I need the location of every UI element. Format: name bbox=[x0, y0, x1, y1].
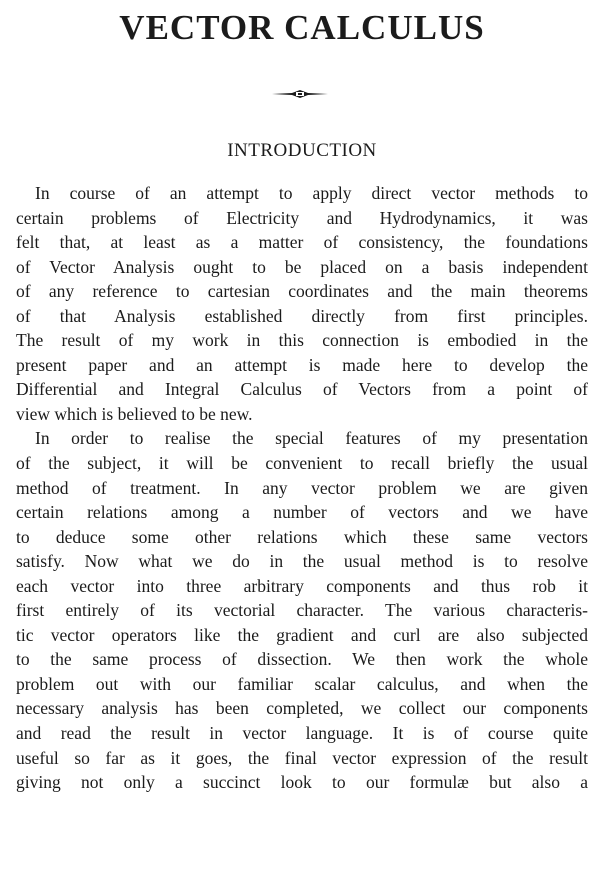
text-line: certain relations among a number of vectors and we have bbox=[16, 502, 588, 523]
text-line: giving not only a succinct look to our formulæ but also a bbox=[16, 772, 588, 793]
text-line: view which is believed to be new. bbox=[16, 403, 253, 424]
text-line: of any reference to cartesian coordinates and the main theorems bbox=[16, 281, 588, 302]
ornament-divider bbox=[270, 88, 330, 100]
text-line: first entirely of its vectorial character. The various characteris- bbox=[16, 600, 588, 621]
text-line: satisfy. Now what we do in the usual method is to resolve bbox=[16, 551, 588, 572]
text-line: necessary analysis has been completed, we collect our components bbox=[16, 698, 588, 719]
text-line: of Vector Analysis ought to be placed on a basis independent bbox=[16, 256, 588, 277]
text-line: of the subject, it will be convenient to recall briefly the usual bbox=[16, 453, 588, 474]
text-line: to deduce some other relations which these same vectors bbox=[16, 526, 588, 547]
text-line: useful so far as it goes, the final vector expression of the result bbox=[16, 747, 588, 768]
text-line: The result of my work in this connection is embodied in the bbox=[16, 330, 588, 351]
text-line: and read the result in vector language. It is of course quite bbox=[16, 723, 588, 744]
paragraph-1 bbox=[16, 181, 588, 426]
text-line: method of treatment. In any vector problem we are given bbox=[16, 477, 588, 498]
text-line: present paper and an attempt is made here to develop the bbox=[16, 354, 588, 375]
text-line: felt that, at least as a matter of consistency, the foundations bbox=[16, 232, 588, 253]
text-line: tic vector operators like the gradient and curl are also subjected bbox=[16, 624, 588, 645]
section-heading: INTRODUCTION bbox=[227, 140, 377, 161]
page-title: VECTOR CALCULUS bbox=[119, 8, 485, 47]
text-line: problem out with our familiar scalar calculus, and when the bbox=[16, 673, 588, 694]
text-line: each vector into three arbitrary components and thus rob it bbox=[16, 575, 588, 596]
text-line: certain problems of Electricity and Hydrodynamics, it was bbox=[16, 207, 588, 228]
text-line: In course of an attempt to apply direct vector methods to bbox=[35, 183, 588, 203]
text-line: In order to realise the special features of my presentation bbox=[35, 428, 588, 449]
body-text bbox=[16, 181, 588, 795]
text-line: of that Analysis established directly from first principles. bbox=[16, 305, 588, 326]
paragraph-2 bbox=[16, 426, 588, 794]
text-line: Differential and Integral Calculus of Vectors from a point of bbox=[16, 379, 588, 400]
text-line: to the same process of dissection. We then work the whole bbox=[16, 649, 588, 670]
